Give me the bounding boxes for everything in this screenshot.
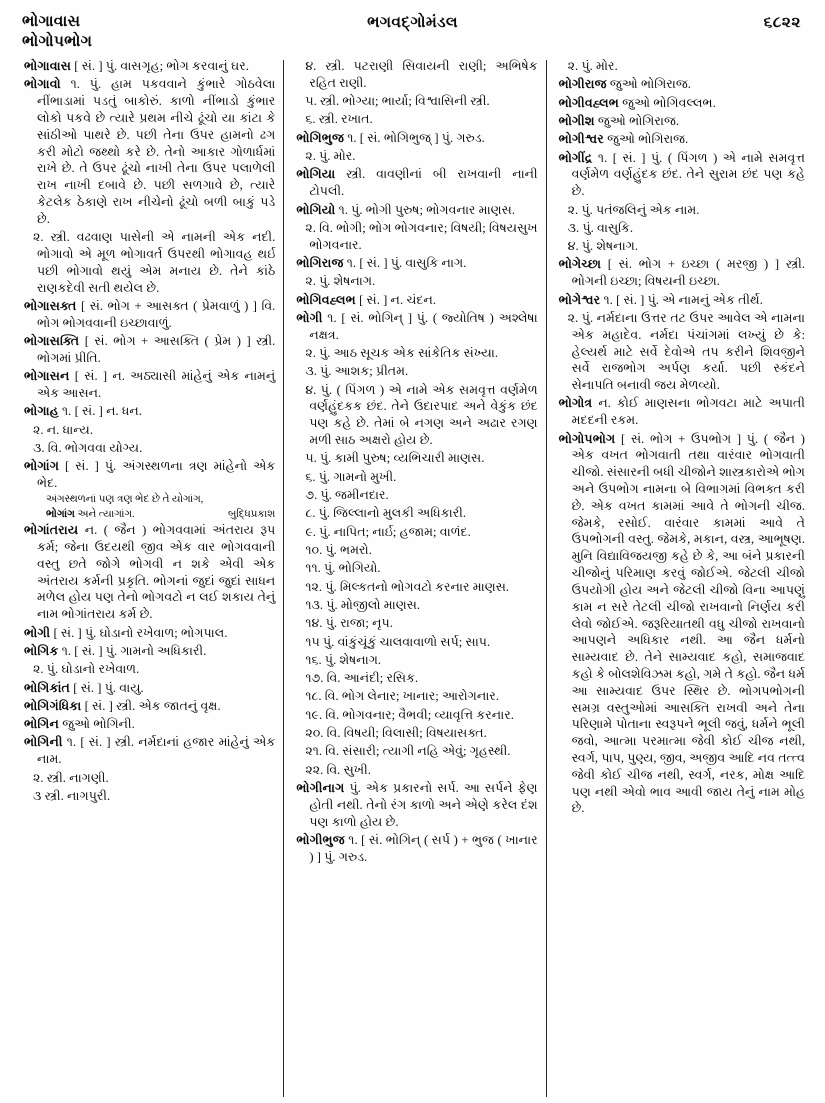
definition-text: [ સં. ] ન. ચંદન. — [355, 292, 436, 307]
definition-text: [ સં. ] પું. ઘોડાનો રખેવાળ; ભોગપાલ. — [50, 625, 228, 640]
dictionary-entry — [24, 458, 275, 492]
definition-text: [ સં. ભોગ + આસક્તિ ( પ્રેમ ) ] સ્ત્રી. ભોગમાં પ્રીતિ. — [37, 334, 276, 365]
definition-text: ૨. ન. ધાન્ય. — [33, 422, 93, 437]
sense-line — [296, 450, 537, 467]
definition-text: ૨૧. વિ. સંસારી; ત્યાગી નહિ એવું; ગૃહસ્થી. — [305, 744, 511, 759]
definition-text: ૧. [ સં. ] પું. એ નામનું એક તીર્થ. — [600, 292, 763, 307]
sense-line — [24, 661, 275, 678]
headword: ભોગિની — [24, 735, 63, 750]
sense-line — [296, 469, 537, 486]
header-guide-word-last: ભોગોપભોગ — [22, 33, 93, 51]
definition-text: [ સં. ] પું. વાયુ. — [70, 680, 144, 695]
dictionary-entry — [24, 716, 275, 733]
definition-text: [ સં. ] પું. અંગસ્થળના ત્રણ માંહેનો એક ભેદ. — [37, 459, 276, 490]
definition-text: ન. કોઈ માણસના ભોગવટા માટે અપાતી મદદની રકમ. — [571, 396, 805, 428]
dictionary-entry — [24, 643, 275, 660]
dictionary-entry — [559, 431, 805, 818]
definition-text: ૧૯. વિ. ભોગવનાર; વૈભવી; વ્યાવૃત્તિ કરનાર. — [305, 707, 514, 722]
dictionary-entry — [296, 310, 537, 344]
dictionary-entry — [24, 403, 275, 420]
headword: ભોગેચ્છા — [558, 257, 602, 272]
headword: ભોગાંતરાય — [24, 523, 79, 538]
headword: ભોગોત્ર — [558, 396, 593, 411]
note-text: અને ત્યાગાંગ. — [74, 509, 135, 521]
definition-text: ૧. [ સં. ] પું. ( પિંગળ ) એ નામે સમવૃત્ત વર્ણમેળ વર્ણહુંદક છંદ. તેને સુરામ છંદ પણ કહે છે. — [571, 150, 805, 199]
definition-text: ૪. સ્ત્રી. પટરાણી સિવાયની રાણી; અભિષેક રહિત રાણી. — [305, 59, 538, 90]
sense-line — [296, 634, 537, 651]
headword: ભોગીભુજ — [296, 832, 345, 847]
definition-text: ૨. પું. મોર. — [567, 59, 618, 73]
headword: ભોગિરાજ — [296, 255, 344, 270]
definition-text: સ્ત્રી. વાવણીનાં બી રાખવાની નાની ટોપલી. — [309, 167, 538, 199]
sense-line — [296, 615, 537, 632]
sense-line — [24, 422, 275, 439]
sense-line — [296, 487, 537, 504]
definition-text: ૧. [ સં. ] પું. વાસુકિ નાગ. — [343, 255, 467, 270]
headword: ભોગીશ — [558, 113, 595, 128]
sense-line — [296, 363, 537, 380]
definition-text: ૧૧. પું. ભોગિયો. — [305, 561, 381, 576]
sense-line — [296, 345, 537, 362]
headword: ભોગેશ્વર — [558, 292, 601, 307]
headword: ભોગી — [296, 310, 323, 325]
definition-text: [ સં. ] ન. અઠ્યાસી માંહેનું એક નામનું એક આસન. — [37, 369, 276, 400]
note-source: બુદ્ધિપ્રકાશ — [227, 509, 276, 521]
headword: ભોગાવો — [24, 77, 61, 92]
headword: ભોગિયા — [296, 167, 336, 182]
sense-line — [296, 542, 537, 559]
definition-text: [ સં. ભોગ + ઇચ્છા ( મરજી ) ] સ્ત્રી. ભોગની ઇચ્છા; વિષયની ઇચ્છા. — [571, 257, 805, 289]
sense-line — [296, 58, 537, 92]
headword: ભોગિન — [24, 717, 59, 732]
definition-text: ૧. પું. હામ પકવવાને કુંભારે ગોઠવેલા નીંભાડામાં પડતું બાકોરું. કાળો નીંભાડો કુંભાર લોકો પકવે છે ત્યારે પ્રથમ નીચે ઢૂંચો યા કાંટા કે સાંઠીઓ પાથરે છે. પછી તેના ઉપર હામનો ઢગ કરી મોટો જથ્થો કરે છે. તેનો આકાર ગોળાર્ધમાં રાખે છે. તે ઉપર ઢૂંચો નાખી તેના ઉપર પલાળેલી રાખ નાખી દબાવે છે. પછી સળગાવે છે, ત્યારે કેટલેક ઠેકાણે રાખ નીચેનો ઢૂંચો બળી બાકું પડે છે. — [37, 77, 276, 226]
dictionary-entry — [559, 256, 805, 290]
dictionary-entry — [296, 780, 537, 830]
definition-text: ૨. પું. મોર. — [305, 149, 356, 164]
definition-text: જુઓ ભોગિની. — [58, 717, 135, 732]
definition-text: ૨. સ્ત્રી. નાગણી. — [33, 770, 109, 785]
column-2 — [284, 58, 545, 1097]
sense-line — [559, 202, 805, 219]
sense-line — [296, 670, 537, 687]
sense-line — [296, 725, 537, 742]
sense-line — [296, 688, 537, 705]
note-citation-left — [46, 508, 135, 522]
sense-line — [296, 148, 537, 165]
dictionary-entry — [296, 130, 537, 147]
definition-text: જુઓ ભોગિરાજ. — [594, 113, 680, 128]
dictionary-entry — [24, 734, 275, 768]
headword: ભોગિયો — [296, 202, 336, 217]
headword: ભોગીશ્વર — [558, 132, 604, 147]
dictionary-entry — [559, 292, 805, 309]
headword: ભોગાહ — [24, 404, 59, 419]
headword: ભોગાંગ — [24, 459, 59, 474]
sense-line — [296, 652, 537, 669]
definition-text: ૬. સ્ત્રી. રખાત. — [305, 112, 373, 127]
definition-text: ૧. [ સં. ] સ્ત્રી. નર્મદાનાં હજાર માંહેનું એક નામ. — [37, 735, 276, 767]
headword: ભોગાસક્તિ — [24, 334, 80, 348]
definition-text: [ સં. ] પું. વાસગૃહ; ભોગ કરવાનું ઘર. — [71, 59, 249, 73]
dictionary-entry — [296, 255, 537, 272]
column-1 — [16, 58, 283, 1097]
headword: ભોગિકાંત — [24, 680, 70, 695]
definition-text: ૨૨. વિ. સુખી. — [305, 762, 371, 777]
definition-text: ૧. પું. ભોગી પુરુષ; ભોગવનાર માણસ. — [335, 202, 515, 217]
dictionary-entry — [24, 333, 275, 367]
headword: ભોગાંગ — [46, 509, 75, 521]
dictionary-entry — [24, 522, 275, 623]
dictionary-entry — [559, 95, 805, 112]
definition-text: ૨. પું. નર્મદાના ઉત્તર તટ ઉપર આવેલ એ નામના એક મહાદેવ. નર્મદા પંચાંગમાં લખ્યું છે કે: હેલ્યર્થ માટે સર્વે દેવોએ તપ કરીને શિવજીને સર્વે રાજભોગ અર્પણ કર્યા. પછી સ્કંદને સેનાપતિ બનાવી જય મેળવ્યો. — [567, 310, 805, 393]
definition-text: ૧૦. પું. ભમરો. — [305, 542, 372, 557]
sense-line — [296, 762, 537, 779]
page-number: ૬૮૨૨ — [763, 14, 801, 31]
dictionary-entry — [296, 832, 537, 866]
definition-text: ૭. પું. જમીનદાર. — [305, 488, 389, 502]
definition-text: ૧૭. વિ. આનંદી; રસિક. — [305, 671, 419, 686]
sense-line — [559, 310, 805, 394]
page-header — [0, 0, 825, 56]
headword: ભોગિક — [24, 643, 59, 658]
definition-text: જુઓ ભોગિરાજ. — [603, 132, 689, 147]
definition-text: ૨. સ્ત્રી. વઢવાણ પાસેની એ નામની એક નદી. ભોગાવો એ મૂળ ભોગાવર્ત ઉપરથી ભોગાવહ થર્ઇ પછી ભોગાવો થયું એમ મનાય છે. તેને કાંઠે રાણકદેવી સતી થયેલ છે. — [33, 230, 276, 295]
headword: ભોગાવાસ — [24, 59, 72, 73]
book-title: ભગવદ્‌ગોમંડલ — [367, 14, 458, 31]
sense-line — [296, 111, 537, 128]
sense-line — [24, 770, 275, 787]
definition-text: [ સં. ] સ્ત્રી. એક જાતનું વૃક્ષ. — [81, 698, 221, 713]
headword: ભોગિભુજ — [296, 130, 344, 145]
definition-text: ન. ( જૈન ) ભોગવવામાં અંતરાય રૂપ કર્મ; જેના ઉદયથી જીવ એક વાર ભોગવવાની વસ્તુ છતે જોગે ભોગવી ન શકે એવી એક અંતરાય કર્મની પ્રકૃતિ. ભોગનાં જુદાં જુદાં સાધન મળેલ હોય પણ તેનો ભોગવટો ન લઈ શકાય તેનું નામ ભોગાંતરાય કર્મ છે. — [37, 523, 276, 622]
sense-line — [296, 220, 537, 254]
definition-text: ૨. વિ. ભોગી; ભોગ ભોગવનાર; વિષયી; વિષયસુખ ભોગવનાર. — [305, 220, 538, 252]
dictionary-entry — [296, 292, 537, 309]
definition-text: ૧. [ સં. ] ન. ધન. — [58, 404, 142, 419]
definition-text: [ સં. ભોગ + ઉપભોગ ] પું. ( જૈન ) એક વખત ભોગવાતી તથા વારંવાર ભોગવાતી ચીજો. સંસારની બધી ચીજોને શાસ્ત્રકારોએ ભોગ અને ઉપભોગ નામના બે વિભાગમાં વિભક્ત કરી છે. એક વખત કામમાં આવે તે ભોગની ચીજ. જેમકે, રસોઈ. વારંવાર કામમાં આવે તે ઉપભોગની વસ્તુ. જેમકે, મકાન, વસ્ત્ર, આભૂષણ. મુનિ વિદ્યાવિજયજી કહે છે કે, આ બંને પ્રકારની ચીજોનું પરિમાણ કરવું જોઈએ. જેટલી ચીજો ઉપયોગી હોય અને જેટલી ચીજો વિના આપણું કામ ન સરે તેટલી ચીજો રાખવાનો નિર્ણય કરી લેવો જોઈએ. જરૂરિયાતથી વધુ ચીજો રાખવાનો આપણને અધિકાર નથી. આ જૈન ધર્મનો સામ્યવાદ છે. તેને સામ્યવાદ કહો, સમાજવાદ કહો કે બોલશેવિઝમ કહો, ગમે તે કહો. જૈન ધર્મ આ સામ્યવાદ ઉપર સ્થિર છે. ભોગપભોગની સમગ્ર વસ્તુઓમાં આસક્તિ રાખવી અને તેના પરિણામે પોતાના સ્વરૂપને ભૂલી જવું, ધર્મને ભૂલી જવો, આત્મા પરમાત્મા જેવી કોઈ ચીજ નથી, સ્વર્ગ, પાપ, પુણ્ય, જીવ, અજીવ આદિ નવ તત્ત્વ જેવી કોઈ ચીજ નથી, સ્વર્ગ, નરક, મોક્ષ આદિ પણ નથી એવો ભાવ આવી જાય તેનું નામ મોહ છે. — [571, 431, 805, 816]
definition-text: ૫. પું. કામી પુરુષ; વ્યભિચારી માણસ. — [305, 451, 485, 466]
definition-text: ૧૩. પું. મોજીલો માણસ. — [305, 597, 421, 612]
definition-text: ૮. પું. જિલ્લાનો મુલકી અધિકારી. — [305, 506, 466, 521]
dictionary-entry — [296, 202, 537, 219]
column-3 — [547, 58, 809, 1097]
dictionary-entry — [24, 76, 275, 227]
dictionary-entry — [559, 150, 805, 200]
header-guide-word-first: ભોગાવાસ — [22, 13, 81, 30]
sense-line — [296, 273, 537, 290]
sense-line — [296, 505, 537, 522]
definition-text: જુઓ ભોગિરાજ. — [606, 77, 691, 92]
definition-text: ૩. વિ. ભોગવવા યોગ્ય. — [33, 440, 143, 455]
definition-text: ૩. પું. આશક; પ્રીતમ. — [305, 364, 409, 379]
entry-note: અંગસ્થળનાં પણ ત્રણ ભેદ છે તે યોગાંગ, — [46, 494, 204, 506]
definition-text: ૧૫ પું. વાંકુંચૂંકું ચાલવાવાળો સર્પ; સાપ. — [305, 634, 491, 649]
headword: ભોગીનાગ — [296, 781, 345, 795]
definition-text: ૪. પું. ( પિંગળ ) એ નામે એક સમવૃત્ત વર્ણમેળ વર્ણહુંદકક છંદ. તેને ઉદારપાદ અને વેકુંક છંદ પણ કહે છે. તેમાં બે નગણ અને અઢાર રગણ મળી સાઠ અક્ષરો હોય છે. — [305, 382, 538, 448]
sense-line — [296, 382, 537, 449]
dictionary-entry — [24, 368, 275, 402]
definition-text: ૧૨. પું. મિલ્કતનો ભોગવટો કરનાર માણસ. — [305, 579, 510, 594]
headword: ભોગોપભોગ — [558, 431, 616, 446]
sense-line — [559, 220, 805, 237]
definition-text: ૩. પું. વાસુકિ. — [567, 220, 634, 235]
definition-text: ૧. [ સં. ભોગિન્‌ ] પું. ( જ્યોતિષ ) અશ્લેષા નક્ષત્ર. — [309, 310, 538, 342]
definition-text: ૧. [ સં. ] પું. ગામનો અધિકારી. — [58, 643, 207, 658]
headword: ભોગીવહ્લભ — [558, 95, 619, 110]
sense-line — [296, 560, 537, 577]
definition-text: ૧૬. પું. શેષનાગ. — [305, 652, 382, 667]
headword: ભોગી — [24, 625, 51, 640]
dictionary-entry — [24, 698, 275, 715]
sense-line — [296, 524, 537, 541]
dictionary-entry — [559, 395, 805, 429]
entry-note-citation-row — [24, 508, 275, 522]
dictionary-entry — [24, 58, 275, 75]
definition-text: ૩ સ્ત્રી. નાગપુરી. — [33, 788, 111, 803]
definition-text: [ સં. ભોગ + આસક્ત ( પ્રેમવાળું ) ] વિ. ભોગ ભોગવવાની ઇચ્છાવાળું. — [37, 298, 276, 330]
sense-line — [24, 788, 275, 805]
dictionary-entry — [559, 113, 805, 130]
sense-line — [296, 93, 537, 110]
dictionary-entry — [559, 76, 805, 93]
sense-line — [24, 440, 275, 457]
definition-text: ૧. [ સં. ભોગિભુજ્‌ ] પું. ગરુડ. — [343, 130, 485, 145]
dictionary-entry — [24, 298, 275, 332]
definition-text: ૧૪. પું. રાજા; નૃપ. — [305, 616, 393, 631]
definition-text: ૨. પું. ઘોડાનો રખેવાળ. — [33, 662, 140, 677]
definition-text: ૫. સ્ત્રી. ભોગ્યા; ભાર્યા; વિશ્વાસિની સ્ત્રી. — [305, 94, 490, 109]
column-container — [16, 58, 809, 1097]
headword: ભોગીંદ્ર — [558, 150, 593, 165]
definition-text: ૬. પું. ગામનો મુખી. — [305, 469, 397, 484]
sense-line — [559, 58, 805, 75]
sense-line — [296, 579, 537, 596]
headword: ભોગિગંધિકા — [24, 698, 82, 713]
definition-text: ૨. પું. આઠ સૂચક એક સાંકેતિક સંખ્યા. — [305, 346, 499, 360]
definition-text: ૪. પું. શેષનાગ. — [567, 239, 638, 254]
sense-line — [296, 743, 537, 760]
dictionary-entry — [296, 166, 537, 200]
sense-line — [24, 229, 275, 296]
definition-text: ૯. પું. નાપિત; નાર્ઇ; હજામ; વાળંદ. — [305, 524, 471, 539]
definition-text: ૨. પું. પતંજલિનું એક નામ. — [567, 202, 700, 217]
sense-line — [296, 597, 537, 614]
dictionary-entry — [559, 131, 805, 148]
definition-text: પું. એક પ્રકારનો સર્પ. આ સર્પને ફેણ હોતી નથી. તેનો રંગ કાળો અને એણે કરેલ દંશ પણ કાળો હોય છે. — [309, 781, 538, 829]
dictionary-entry — [24, 625, 275, 642]
dictionary-entry — [24, 680, 275, 697]
definition-text: ૨૦. વિ. વિષયી; વિલાસી; વિષયાસક્ત. — [305, 726, 487, 741]
definition-text: ૧૮. વિ. ભોગ લેનાર; ખાનાર; આરોગનાર. — [305, 689, 499, 704]
headword: ભોગાસન — [24, 369, 70, 384]
sense-line — [296, 707, 537, 724]
headword: ભોગિવહ્લભ — [296, 292, 356, 307]
sense-line — [559, 238, 805, 255]
definition-text: ૨. પું. શેષનાગ. — [305, 274, 376, 289]
definition-text: જુઓ ભોગિવલ્લભ. — [618, 95, 716, 110]
headword: ભોગીરાજ — [558, 77, 607, 92]
definition-text: ૧. [ સં. ભોગિન્‌ ( સર્પ ) + ભુજ ( ખાનાર ) ] પું. ગરુડ. — [309, 832, 538, 864]
headword: ભોગાસક્ત — [24, 298, 77, 313]
